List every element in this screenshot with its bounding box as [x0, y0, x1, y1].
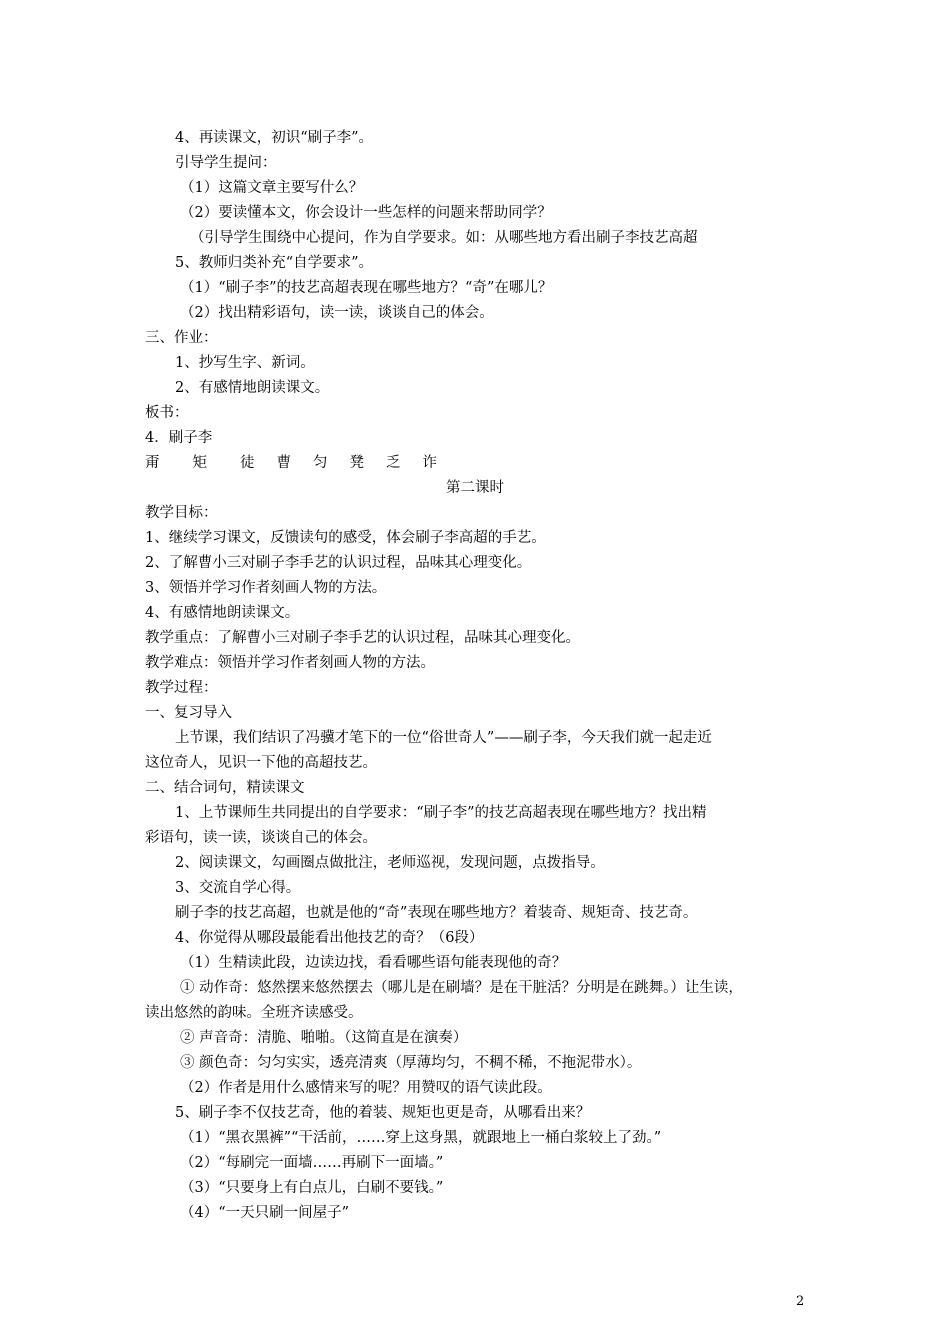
section-heading: 二、结合词句，精读课文 [145, 780, 305, 796]
text-line: （1）这篇文章主要写什么？ [180, 180, 364, 196]
text-line: 1、抄写生字、新词。 [175, 355, 315, 371]
section-heading: 三、作业： [145, 330, 218, 346]
lesson-title: 第二课时 [446, 480, 504, 496]
text-line: 刷子李的技艺高超，也就是他的“奇”表现在哪些地方？着装奇、规矩奇、技艺奇。 [175, 905, 698, 921]
text-line: 3、领悟并学习作者刻画人物的方法。 [145, 580, 387, 596]
text-line: ② 声音奇：清脆、啪啪。（这简直是在演奏） [180, 1030, 468, 1046]
text-line: （引导学生围绕中心提问，作为自学要求。如：从哪些地方看出刷子李技艺高超 [190, 230, 698, 246]
text-line: （1）“刷子李”的技艺高超表现在哪些地方？“奇”在哪儿？ [180, 280, 553, 296]
board-char: 乏 [386, 455, 401, 471]
text-line: 上节课，我们结识了冯骥才笔下的一位“俗世奇人”——刷子李，今天我们就一起走近 [175, 730, 712, 746]
text-line: 教学重点：了解曹小三对刷子李手艺的认识过程，品味其心理变化。 [145, 630, 580, 646]
text-line: （1）“黑衣黑裤”“干活前，……穿上这身黑，就跟地上一桶白浆较上了劲。” [180, 1130, 662, 1146]
text-line: 4、你觉得从哪段最能看出他技艺的奇？（6段） [175, 930, 484, 946]
board-char: 曹 [276, 455, 291, 471]
page-number: 2 [796, 1294, 805, 1309]
text-line: 引导学生提问： [175, 155, 277, 171]
text-line: ③ 颜色奇：匀匀实实，透亮清爽（厚薄均匀，不稠不稀，不拖泥带水）。 [180, 1055, 642, 1071]
text-line: （2）要读懂本文，你会设计一些怎样的问题来帮助同学？ [180, 205, 552, 221]
text-line: 读出悠然的韵味。全班齐读感受。 [145, 1005, 363, 1021]
board-char: 甭 [145, 455, 160, 471]
section-heading: 板书： [145, 405, 189, 421]
text-line: 4、再读课文，初识“刷子李”。 [175, 130, 374, 146]
text-line: 教学难点：领悟并学习作者刻画人物的方法。 [145, 655, 435, 671]
section-heading: 教学目标： [145, 505, 218, 521]
section-heading: 一、复习导入 [145, 705, 232, 721]
board-title: 4．刷子李 [145, 430, 213, 446]
board-char: 徒 [240, 455, 255, 471]
text-line: （3）“只要身上有白点儿，白刷不要钱。” [180, 1180, 444, 1196]
text-line: （4）“一天只刷一间屋子” [180, 1205, 350, 1221]
board-char: 诈 [422, 455, 437, 471]
text-line: 1、上节课师生共同提出的自学要求：“刷子李”的技艺高超表现在哪些地方？找出精 [175, 805, 707, 821]
text-line: 2、了解曹小三对刷子李手艺的认识过程，品味其心理变化。 [145, 555, 532, 571]
text-line: 这位奇人，见识一下他的高超技艺。 [145, 755, 377, 771]
board-char: 矩 [192, 455, 207, 471]
text-line: 2、阅读课文，勾画圈点做批注，老师巡视，发现问题，点拨指导。 [175, 855, 605, 871]
text-line: 5、刷子李不仅技艺奇，他的着装、规矩也更是奇，从哪看出来？ [175, 1105, 591, 1121]
text-line: （2）找出精彩语句，读一读，谈谈自己的体会。 [180, 305, 494, 321]
board-char: 匀 [313, 455, 328, 471]
text-line: 2、有感情地朗读课文。 [175, 380, 330, 396]
text-line: 3、交流自学心得。 [175, 880, 301, 896]
text-line: （2）“每刷完一面墙……再刷下一面墙。” [180, 1155, 444, 1171]
text-line: （1）生精读此段，边读边找，看看哪些语句能表现他的奇？ [180, 955, 567, 971]
text-line: 1、继续学习课文，反馈读句的感受，体会刷子李高超的手艺。 [145, 530, 546, 546]
board-char: 凳 [349, 455, 364, 471]
text-line: （2）作者是用什么感情来写的呢？用赞叹的语气读此段。 [180, 1080, 552, 1096]
section-heading: 教学过程： [145, 680, 218, 696]
text-line: ① 动作奇：悠然摆来悠然摆去（哪儿是在刷墙？是在干脏活？分明是在跳舞。）让生读， [180, 980, 743, 996]
board-characters [145, 453, 459, 473]
text-line: 5、教师归类补充“自学要求”。 [175, 255, 374, 271]
text-line: 彩语句，读一读，谈谈自己的体会。 [145, 830, 377, 846]
text-line: 4、有感情地朗读课文。 [145, 605, 300, 621]
